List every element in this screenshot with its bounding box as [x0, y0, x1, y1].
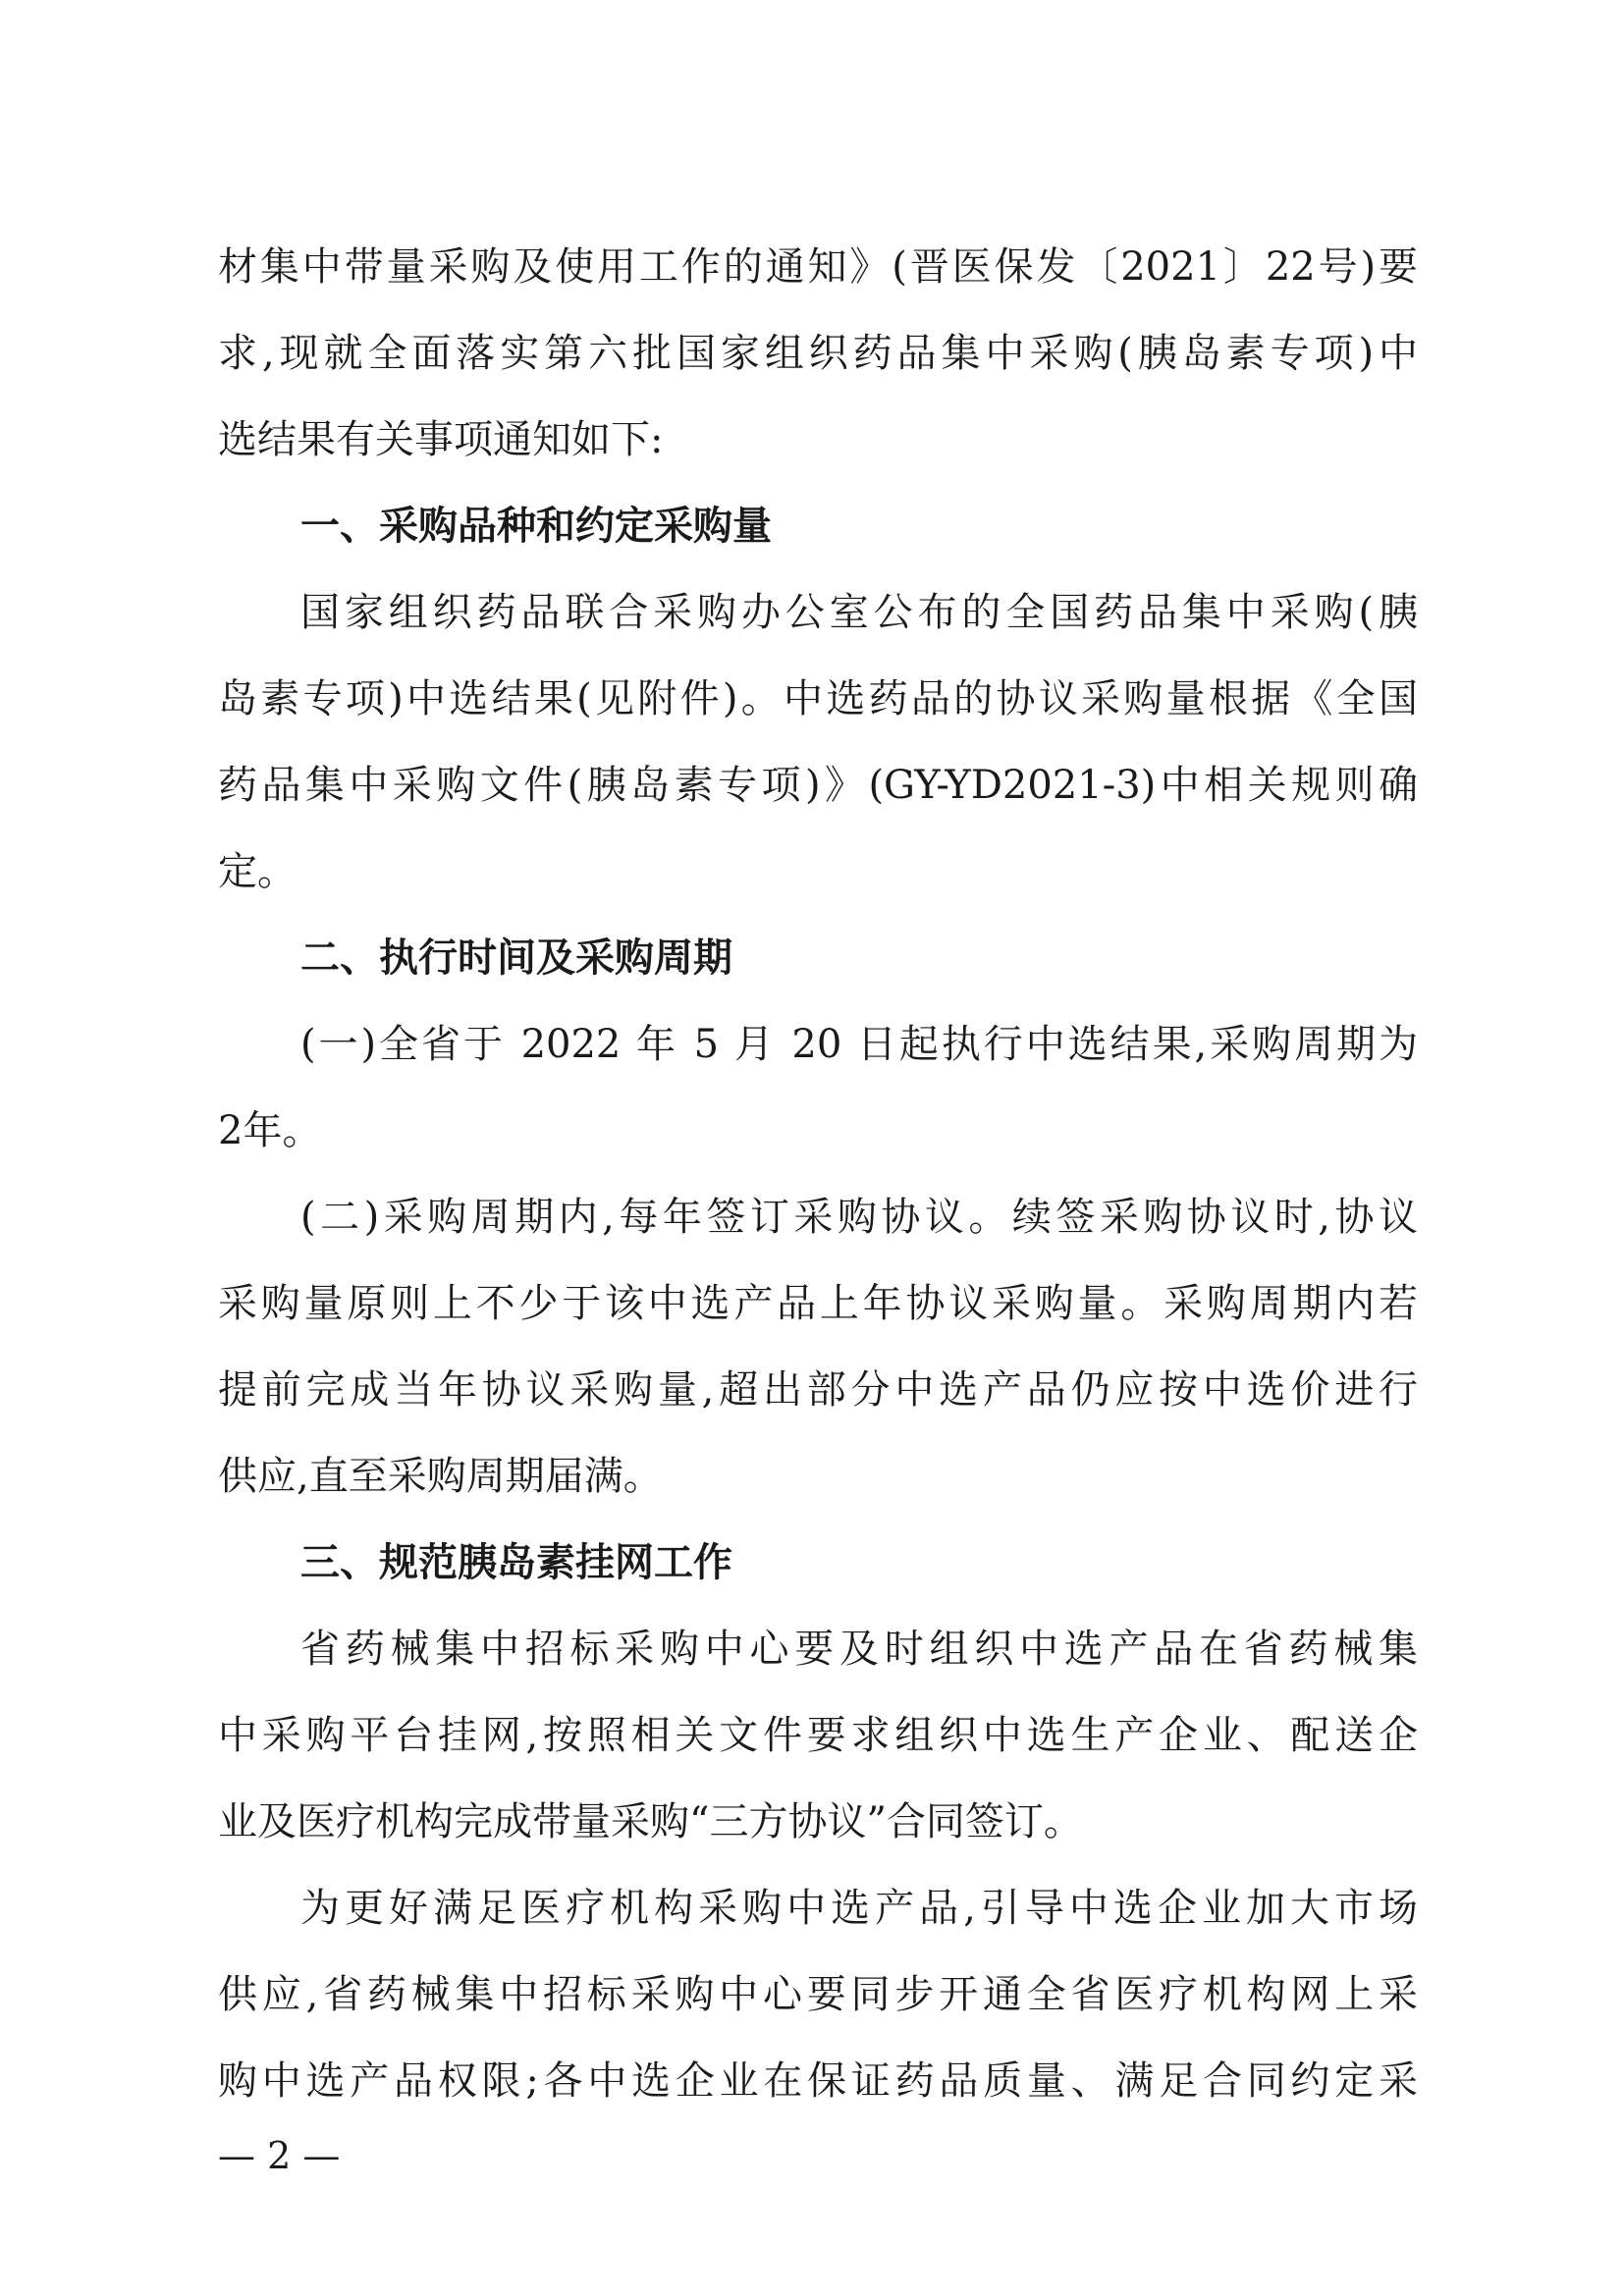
section1-line-2: 岛素专项)中选结果(见附件)。中选药品的协议采购量根据《全国	[218, 676, 1418, 721]
section2-para1-line-1: (一)全省于 2022 年 5 月 20 日起执行中选结果,采购周期为	[300, 1022, 1418, 1067]
section3-para2-line-1: 为更好满足医疗机构采购中选产品,引导中选企业加大市场	[300, 1886, 1418, 1931]
section3-para2-line-2: 供应,省药械集中招标采购中心要同步开通全省医疗机构网上采	[218, 1972, 1418, 2017]
intro-line-1: 材集中带量采购及使用工作的通知》(晋医保发〔2021〕22号)要	[218, 244, 1418, 290]
section2-para2-line-4: 供应,直至采购周期届满。	[218, 1454, 663, 1499]
section2-para2-line-2: 采购量原则上不少于该中选产品上年协议采购量。采购周期内若	[218, 1281, 1418, 1326]
intro-line-2: 求,现就全面落实第六批国家组织药品集中采购(胰岛素专项)中	[218, 331, 1418, 376]
section3-para1-line-1: 省药械集中招标采购中心要及时组织中选产品在省药械集	[300, 1627, 1418, 1672]
section2-para2-line-3: 提前完成当年协议采购量,超出部分中选产品仍应按中选价进行	[218, 1367, 1418, 1413]
section-heading-3: 三、规范胰岛素挂网工作	[300, 1540, 732, 1585]
section-heading-2: 二、执行时间及采购周期	[300, 935, 732, 981]
section3-para1-line-3: 业及医疗机构完成带量采购“三方协议”合同签订。	[218, 1799, 1083, 1844]
page-number: — 2 —	[218, 2134, 341, 2177]
section2-para1-line-2: 2年。	[218, 1108, 322, 1153]
intro-line-3: 选结果有关事项通知如下:	[218, 417, 664, 462]
section1-line-1: 国家组织药品联合采购办公室公布的全国药品集中采购(胰	[300, 590, 1418, 635]
section1-line-4: 定。	[218, 849, 297, 894]
section3-para1-line-2: 中采购平台挂网,按照相关文件要求组织中选生产企业、配送企	[218, 1713, 1418, 1758]
section-heading-1: 一、采购品种和约定采购量	[300, 504, 772, 549]
section1-line-3: 药品集中采购文件(胰岛素专项)》(GY-YD2021-3)中相关规则确	[218, 763, 1418, 808]
section2-para2-line-1: (二)采购周期内,每年签订采购协议。续签采购协议时,协议	[300, 1195, 1418, 1240]
section3-para2-line-3: 购中选产品权限;各中选企业在保证药品质量、满足合同约定采	[218, 2058, 1418, 2104]
